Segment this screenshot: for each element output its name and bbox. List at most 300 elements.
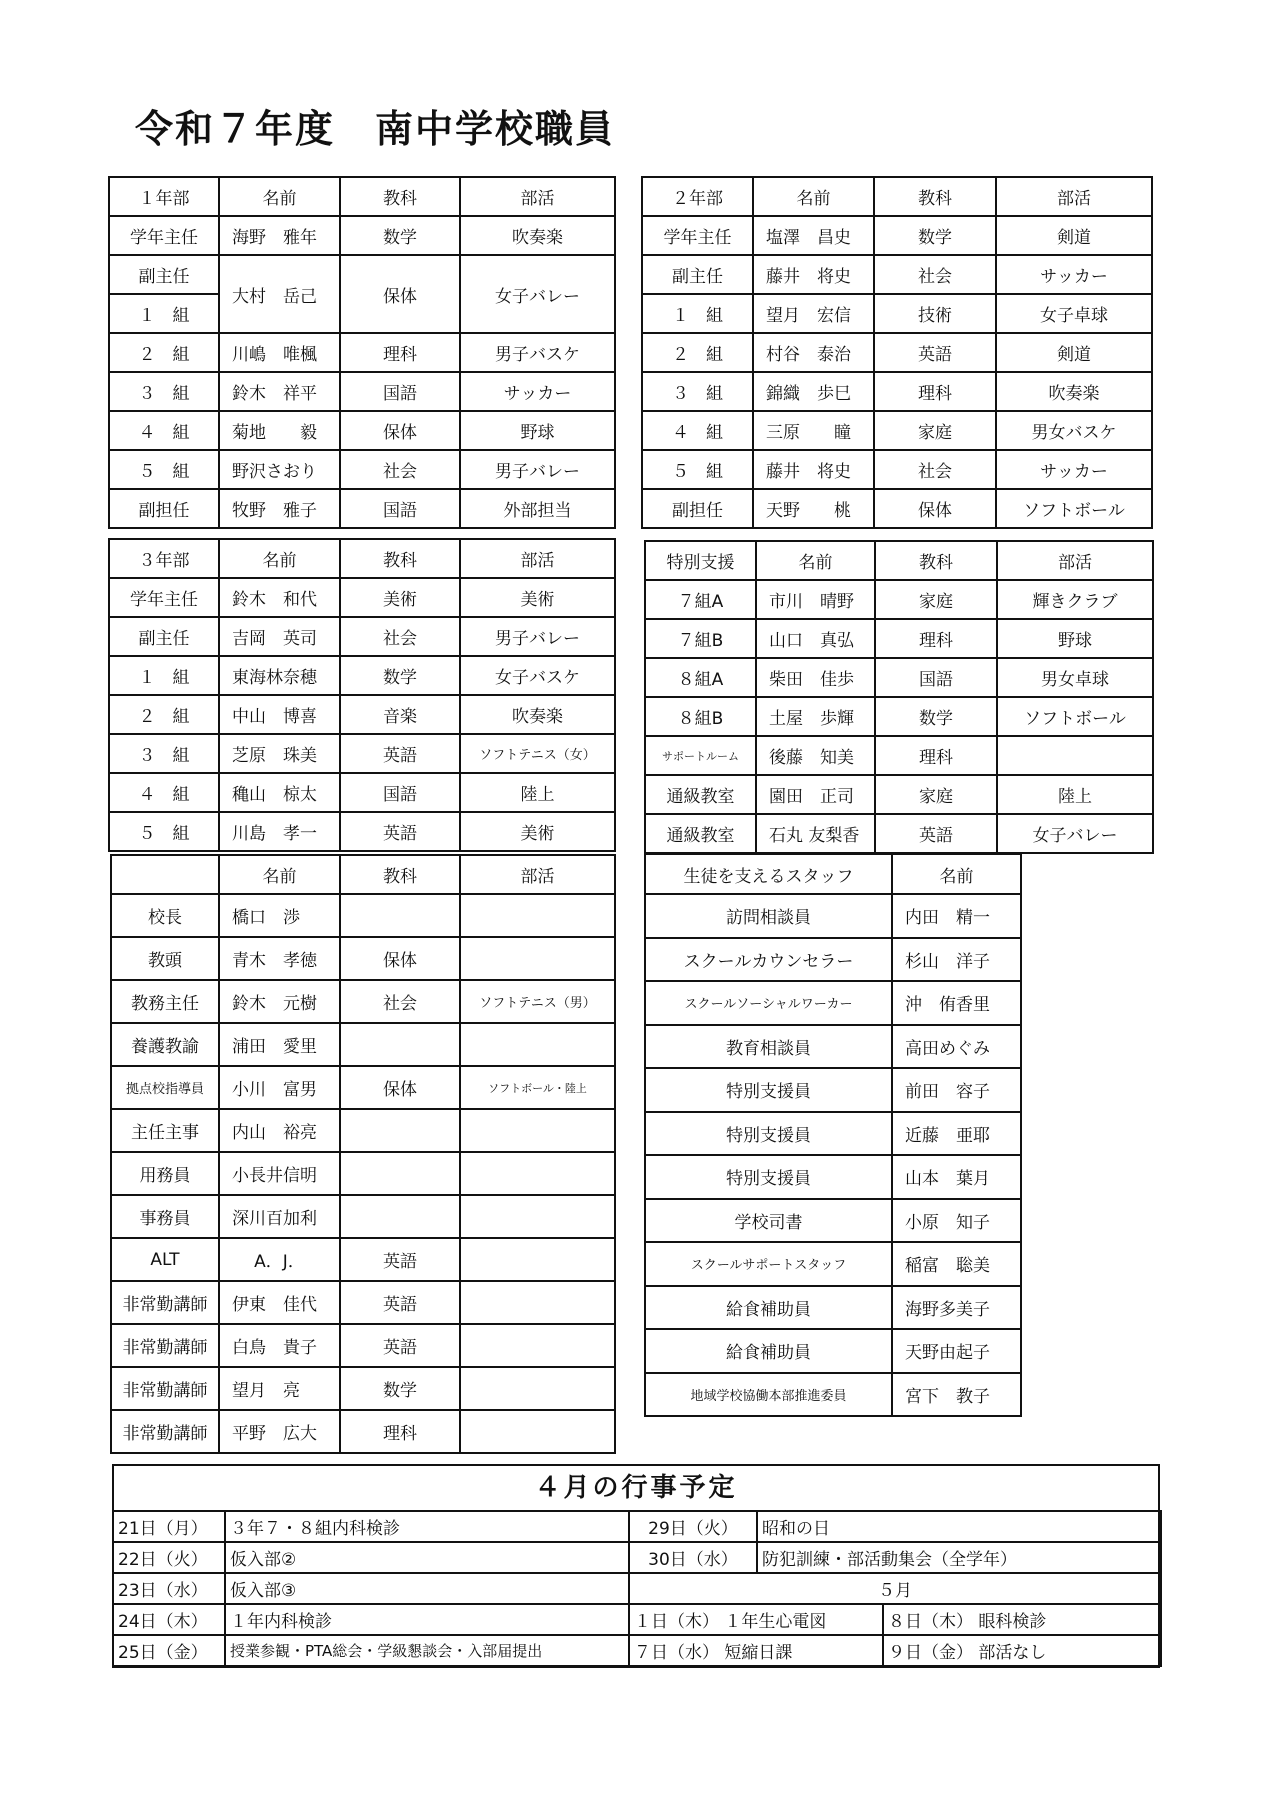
club-cell: 陸上 — [460, 773, 615, 812]
header-cell: 部活 — [460, 177, 615, 216]
club-cell: サッカー — [996, 450, 1152, 489]
role-cell: 訪問相談員 — [645, 894, 892, 938]
table-row — [111, 1066, 615, 1109]
table-row — [642, 255, 1152, 294]
table-row — [645, 1025, 1021, 1069]
role-cell: ５ 組 — [109, 812, 219, 851]
subject-cell — [340, 894, 460, 937]
role-cell: 副主任 — [109, 255, 219, 294]
name-cell: 鈴木 元樹 — [219, 980, 340, 1023]
event-text: 仮入部② — [225, 1542, 629, 1573]
event-text: 授業参観・PTA総会・学級懇談会・入部届提出 — [225, 1635, 629, 1666]
table-row — [645, 1155, 1021, 1199]
club-cell: 男女バスケ — [996, 411, 1152, 450]
name-cell: 小長井信明 — [219, 1152, 340, 1195]
header-cell: 教科 — [340, 855, 460, 894]
event-text: 昭和の日 — [757, 1511, 1161, 1542]
subject-cell: 数学 — [340, 216, 460, 255]
name-cell: 深川百加利 — [219, 1195, 340, 1238]
subject-cell: 国語 — [340, 489, 460, 528]
role-cell: 通級教室 — [645, 775, 756, 814]
table-row — [645, 1112, 1021, 1156]
role-cell: ３ 組 — [642, 372, 753, 411]
name-cell: 東海林奈穂 — [219, 656, 340, 695]
name-cell: 中山 博喜 — [219, 695, 340, 734]
club-cell: 剣道 — [996, 216, 1152, 255]
subject-cell: 理科 — [340, 333, 460, 372]
club-cell: 輝きクラブ — [997, 580, 1153, 619]
club-cell: 吹奏楽 — [460, 695, 615, 734]
role-cell: ７組B — [645, 619, 756, 658]
subject-cell: 社会 — [874, 450, 996, 489]
club-cell: 男子バレー — [460, 450, 615, 489]
role-cell: 学年主任 — [642, 216, 753, 255]
table-row — [109, 333, 615, 372]
club-cell — [460, 894, 615, 937]
role-cell: 副主任 — [109, 617, 219, 656]
name-cell: 三原 瞳 — [753, 411, 874, 450]
role-cell: 非常勤講師 — [111, 1410, 219, 1453]
name-cell: 菊地 毅 — [219, 411, 340, 450]
name-cell: 白鳥 貴子 — [219, 1324, 340, 1367]
may-label: ５月 — [629, 1573, 1161, 1604]
role-cell: 副担任 — [109, 489, 219, 528]
table-row — [111, 1410, 615, 1453]
subject-cell: 社会 — [340, 980, 460, 1023]
role-cell: 教頭 — [111, 937, 219, 980]
role-cell: 主任主事 — [111, 1109, 219, 1152]
role-cell: ３ 組 — [109, 372, 219, 411]
table-row — [645, 775, 1153, 814]
name-cell: 海野多美子 — [892, 1286, 1021, 1330]
event-text: １年生心電図 — [724, 1612, 827, 1632]
subject-cell: 数学 — [340, 1367, 460, 1410]
subject-cell: 英語 — [340, 734, 460, 773]
name-cell: 青木 孝徳 — [219, 937, 340, 980]
event-date: １日（木） — [634, 1612, 719, 1632]
name-cell: 小川 富男 — [219, 1066, 340, 1109]
subject-cell: 英語 — [340, 1281, 460, 1324]
subject-cell: 国語 — [340, 773, 460, 812]
club-cell: 男子バスケ — [460, 333, 615, 372]
club-cell: ソフトテニス（女） — [460, 734, 615, 773]
role-cell: 特別支援員 — [645, 1068, 892, 1112]
event-date: ８日（木） — [888, 1612, 973, 1632]
name-cell: 天野由起子 — [892, 1329, 1021, 1373]
name-cell: 杉山 洋子 — [892, 938, 1021, 982]
table-row — [111, 894, 615, 937]
table-row — [109, 450, 615, 489]
club-cell: 女子バスケ — [460, 656, 615, 695]
name-cell: 藤井 将史 — [753, 255, 874, 294]
name-cell: 土屋 歩輝 — [756, 697, 875, 736]
role-cell: 学年主任 — [109, 578, 219, 617]
role-cell: １ 組 — [109, 656, 219, 695]
club-cell: 外部担当 — [460, 489, 615, 528]
name-cell: 平野 広大 — [219, 1410, 340, 1453]
name-cell: 園田 正司 — [756, 775, 875, 814]
club-cell — [460, 1410, 615, 1453]
header-cell: 教科 — [340, 539, 460, 578]
name-cell: 天野 桃 — [753, 489, 874, 528]
event-text: 眼科検診 — [978, 1612, 1047, 1632]
club-cell — [460, 1152, 615, 1195]
subject-cell: 国語 — [340, 372, 460, 411]
header-cell: 特別支援 — [645, 541, 756, 580]
role-cell: １ 組 — [642, 294, 753, 333]
subject-cell: 保体 — [340, 937, 460, 980]
event-text: 防犯訓練・部活動集会（全学年） — [757, 1542, 1161, 1573]
table-row — [109, 617, 615, 656]
header-cell: 教科 — [875, 541, 997, 580]
event-date: 30日（水） — [629, 1542, 757, 1573]
role-cell: ４ 組 — [642, 411, 753, 450]
role-cell: スクールサポートスタッフ — [645, 1242, 892, 1286]
subject-cell — [340, 1023, 460, 1066]
role-cell: 校長 — [111, 894, 219, 937]
name-cell: 芝原 珠美 — [219, 734, 340, 773]
table-row — [111, 980, 615, 1023]
name-cell: 沖 侑香里 — [892, 981, 1021, 1025]
header-cell: 名前 — [892, 854, 1021, 894]
name-cell: 柴田 佳歩 — [756, 658, 875, 697]
subject-cell: 家庭 — [875, 775, 997, 814]
header-cell: ３年部 — [109, 539, 219, 578]
club-cell — [460, 1281, 615, 1324]
may-event — [883, 1604, 1161, 1635]
subject-cell: 理科 — [874, 372, 996, 411]
table-row — [642, 333, 1152, 372]
subject-cell: 国語 — [875, 658, 997, 697]
table-row — [109, 812, 615, 851]
club-cell: 女子バレー — [460, 255, 615, 333]
role-cell: 特別支援員 — [645, 1112, 892, 1156]
subject-cell: 英語 — [874, 333, 996, 372]
table-row — [645, 658, 1153, 697]
name-cell: 宮下 教子 — [892, 1373, 1021, 1417]
subject-cell — [340, 1195, 460, 1238]
subject-cell: 技術 — [874, 294, 996, 333]
events-table — [112, 1510, 1162, 1667]
role-cell: 学年主任 — [109, 216, 219, 255]
subject-cell: 英語 — [340, 1238, 460, 1281]
subject-cell: 家庭 — [874, 411, 996, 450]
table-row — [645, 894, 1021, 938]
name-cell: 伊東 佳代 — [219, 1281, 340, 1324]
table-row — [645, 1373, 1021, 1417]
name-cell: 内山 裕亮 — [219, 1109, 340, 1152]
table-header-row — [645, 541, 1153, 580]
table-row — [109, 656, 615, 695]
name-cell: 塩澤 昌史 — [753, 216, 874, 255]
table-row — [109, 734, 615, 773]
subject-cell: 理科 — [875, 736, 997, 775]
role-cell: ８組B — [645, 697, 756, 736]
role-cell: 副主任 — [642, 255, 753, 294]
table-row — [111, 937, 615, 980]
subject-cell: 社会 — [874, 255, 996, 294]
table-row — [642, 489, 1152, 528]
subject-cell: 保体 — [340, 255, 460, 333]
header-cell: 部活 — [997, 541, 1153, 580]
table-row — [109, 489, 615, 528]
name-cell: 前田 容子 — [892, 1068, 1021, 1112]
role-cell: ７組A — [645, 580, 756, 619]
header-cell: 教科 — [340, 177, 460, 216]
table-row — [645, 1068, 1021, 1112]
table-row — [642, 294, 1152, 333]
name-cell: A．J． — [219, 1238, 340, 1281]
header-cell — [111, 855, 219, 894]
role-cell: １ 組 — [109, 294, 219, 333]
role-cell: 拠点校指導員 — [111, 1066, 219, 1109]
table-row — [109, 216, 615, 255]
club-cell: 野球 — [460, 411, 615, 450]
name-cell: 村谷 泰治 — [753, 333, 874, 372]
name-cell: 近藤 亜耶 — [892, 1112, 1021, 1156]
grade1-table — [108, 176, 616, 529]
table-header-row — [642, 177, 1152, 216]
club-cell: ソフトボール — [997, 697, 1153, 736]
subject-cell: 数学 — [340, 656, 460, 695]
name-cell: 川島 孝一 — [219, 812, 340, 851]
name-cell: 鈴木 祥平 — [219, 372, 340, 411]
subject-cell: 英語 — [875, 814, 997, 853]
table-header-row — [109, 177, 615, 216]
club-cell: ソフトボール・陸上 — [460, 1066, 615, 1109]
club-cell: ソフトテニス（男） — [460, 980, 615, 1023]
table-row — [113, 1573, 1161, 1604]
subject-cell: 保体 — [340, 411, 460, 450]
name-cell: 浦田 愛里 — [219, 1023, 340, 1066]
name-cell: 稲富 聡美 — [892, 1242, 1021, 1286]
subject-cell: 英語 — [340, 1324, 460, 1367]
name-cell: 鈴木 和代 — [219, 578, 340, 617]
role-cell: ８組A — [645, 658, 756, 697]
header-cell: 部活 — [460, 539, 615, 578]
header-cell: 教科 — [874, 177, 996, 216]
table-row — [111, 1367, 615, 1410]
table-row — [109, 773, 615, 812]
name-cell: 川嶋 唯楓 — [219, 333, 340, 372]
name-cell: 石丸 友梨香 — [756, 814, 875, 853]
name-cell: 小原 知子 — [892, 1199, 1021, 1243]
role-cell: 教務主任 — [111, 980, 219, 1023]
subject-cell: 家庭 — [875, 580, 997, 619]
table-row — [109, 255, 615, 294]
subject-cell: 美術 — [340, 578, 460, 617]
role-cell: ４ 組 — [109, 411, 219, 450]
club-cell — [460, 1195, 615, 1238]
subject-cell: 保体 — [340, 1066, 460, 1109]
table-row — [111, 1281, 615, 1324]
table-header-row — [645, 854, 1021, 894]
name-cell: 大村 岳己 — [219, 255, 340, 333]
table-row — [113, 1511, 1161, 1542]
club-cell: 吹奏楽 — [460, 216, 615, 255]
role-cell: 非常勤講師 — [111, 1281, 219, 1324]
page-title: 令和７年度 南中学校職員 — [135, 107, 616, 151]
subject-cell: 理科 — [340, 1410, 460, 1453]
header-cell: ２年部 — [642, 177, 753, 216]
grade3-table — [108, 538, 616, 852]
table-row — [109, 695, 615, 734]
name-cell: 錦織 歩巳 — [753, 372, 874, 411]
club-cell: 女子バレー — [997, 814, 1153, 853]
subject-cell — [340, 1109, 460, 1152]
header-cell: 部活 — [996, 177, 1152, 216]
table-row — [111, 1023, 615, 1066]
event-text: 仮入部③ — [225, 1573, 629, 1604]
name-cell: 海野 雅年 — [219, 216, 340, 255]
club-cell: 野球 — [997, 619, 1153, 658]
club-cell — [460, 1367, 615, 1410]
subject-cell: 音楽 — [340, 695, 460, 734]
table-row — [642, 450, 1152, 489]
role-cell: 教育相談員 — [645, 1025, 892, 1069]
role-cell: スクールソーシャルワーカー — [645, 981, 892, 1025]
role-cell: 給食補助員 — [645, 1286, 892, 1330]
name-cell: 藤井 将史 — [753, 450, 874, 489]
special-support-table — [644, 540, 1154, 854]
header-cell: 名前 — [753, 177, 874, 216]
role-cell: 地域学校協働本部推進委員 — [645, 1373, 892, 1417]
table-row — [645, 697, 1153, 736]
name-cell: 橋口 渉 — [219, 894, 340, 937]
role-cell: ３ 組 — [109, 734, 219, 773]
table-row — [113, 1604, 1161, 1635]
club-cell: 吹奏楽 — [996, 372, 1152, 411]
table-row — [111, 1152, 615, 1195]
role-cell: ALT — [111, 1238, 219, 1281]
name-cell: 高田めぐみ — [892, 1025, 1021, 1069]
table-row — [109, 578, 615, 617]
club-cell: サッカー — [996, 255, 1152, 294]
may-event — [629, 1635, 883, 1666]
event-date: 24日（木） — [113, 1604, 225, 1635]
may-event — [629, 1604, 883, 1635]
role-cell: ５ 組 — [642, 450, 753, 489]
club-cell: 女子卓球 — [996, 294, 1152, 333]
table-row — [645, 580, 1153, 619]
name-cell: 山本 葉月 — [892, 1155, 1021, 1199]
name-cell: 後藤 知美 — [756, 736, 875, 775]
role-cell: ２ 組 — [109, 695, 219, 734]
header-cell: 名前 — [219, 177, 340, 216]
name-cell: 市川 晴野 — [756, 580, 875, 619]
role-cell: 養護教諭 — [111, 1023, 219, 1066]
table-row — [111, 1324, 615, 1367]
event-text: １年内科検診 — [225, 1604, 629, 1635]
table-row — [113, 1635, 1161, 1666]
role-cell: ５ 組 — [109, 450, 219, 489]
event-date: 29日（火） — [629, 1511, 757, 1542]
event-date: 23日（水） — [113, 1573, 225, 1604]
table-row — [111, 1195, 615, 1238]
club-cell — [460, 1109, 615, 1152]
event-text: 短縮日課 — [724, 1643, 793, 1663]
subject-cell — [340, 1152, 460, 1195]
role-cell: ４ 組 — [109, 773, 219, 812]
club-cell: 陸上 — [997, 775, 1153, 814]
name-cell: 望月 宏信 — [753, 294, 874, 333]
header-cell: 名前 — [219, 539, 340, 578]
role-cell: 副担任 — [642, 489, 753, 528]
club-cell: 美術 — [460, 812, 615, 851]
table-row — [109, 372, 615, 411]
header-cell: 名前 — [219, 855, 340, 894]
name-cell: 牧野 雅子 — [219, 489, 340, 528]
club-cell: サッカー — [460, 372, 615, 411]
event-date: ７日（水） — [634, 1643, 719, 1663]
name-cell: 穐山 椋太 — [219, 773, 340, 812]
table-row — [645, 1329, 1021, 1373]
role-cell: サポートルーム — [645, 736, 756, 775]
subject-cell: 数学 — [874, 216, 996, 255]
table-header-row — [111, 855, 615, 894]
subject-cell: 数学 — [875, 697, 997, 736]
table-row — [645, 1286, 1021, 1330]
club-cell: 美術 — [460, 578, 615, 617]
club-cell — [997, 736, 1153, 775]
event-text: ３年７・８組内科検診 — [225, 1511, 629, 1542]
role-cell: 非常勤講師 — [111, 1324, 219, 1367]
role-cell: ２ 組 — [109, 333, 219, 372]
table-row — [113, 1542, 1161, 1573]
subject-cell: 社会 — [340, 617, 460, 656]
table-row — [645, 736, 1153, 775]
grade2-table — [641, 176, 1153, 529]
subject-cell: 英語 — [340, 812, 460, 851]
header-cell: 部活 — [460, 855, 615, 894]
club-cell: 男女卓球 — [997, 658, 1153, 697]
table-row — [645, 938, 1021, 982]
club-cell: 男子バレー — [460, 617, 615, 656]
events-title: ４月の行事予定 — [114, 1466, 1158, 1512]
header-cell: １年部 — [109, 177, 219, 216]
club-cell — [460, 937, 615, 980]
subject-cell: 理科 — [875, 619, 997, 658]
name-cell: 望月 亮 — [219, 1367, 340, 1410]
role-cell: 通級教室 — [645, 814, 756, 853]
club-cell — [460, 1238, 615, 1281]
table-row — [642, 372, 1152, 411]
name-cell: 内田 精一 — [892, 894, 1021, 938]
club-cell — [460, 1023, 615, 1066]
club-cell: ソフトボール — [996, 489, 1152, 528]
role-cell: 用務員 — [111, 1152, 219, 1195]
role-cell: スクールカウンセラー — [645, 938, 892, 982]
table-row — [645, 1242, 1021, 1286]
event-date: 21日（月） — [113, 1511, 225, 1542]
table-row — [645, 619, 1153, 658]
header-cell: 名前 — [756, 541, 875, 580]
table-row — [645, 1199, 1021, 1243]
role-cell: 学校司書 — [645, 1199, 892, 1243]
role-cell: 特別支援員 — [645, 1155, 892, 1199]
support-staff-table — [644, 853, 1022, 1417]
admin-staff-table — [110, 854, 616, 1454]
table-row — [111, 1238, 615, 1281]
table-row — [645, 814, 1153, 853]
header-cell: 生徒を支えるスタッフ — [645, 854, 892, 894]
subject-cell: 社会 — [340, 450, 460, 489]
table-row — [111, 1109, 615, 1152]
event-date: 25日（金） — [113, 1635, 225, 1666]
subject-cell: 保体 — [874, 489, 996, 528]
table-row — [645, 981, 1021, 1025]
table-row — [642, 411, 1152, 450]
